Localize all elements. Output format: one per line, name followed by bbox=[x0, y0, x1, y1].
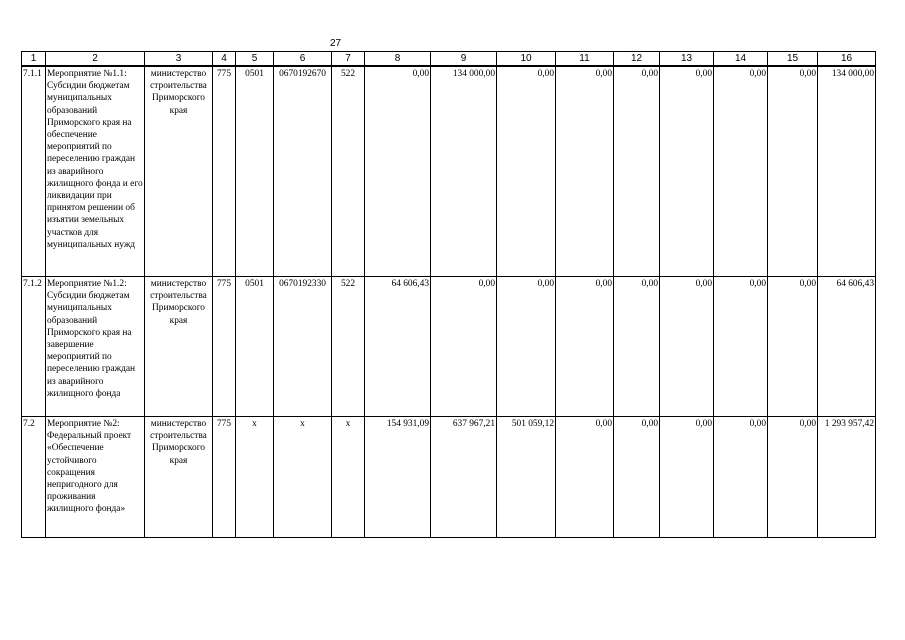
table-row bbox=[22, 66, 876, 277]
amount-col-11: 0,00 bbox=[556, 417, 614, 538]
budget-table bbox=[21, 51, 876, 538]
target-article-code: 0670192330 bbox=[274, 277, 332, 417]
amount-col-11: 0,00 bbox=[556, 66, 614, 277]
page-number: 27 bbox=[329, 38, 342, 49]
header-row bbox=[22, 52, 876, 67]
column-header-6: 6 bbox=[274, 52, 332, 67]
column-header-13: 13 bbox=[660, 52, 714, 67]
section-code: 0501 bbox=[236, 66, 274, 277]
expense-type-code: 522 bbox=[332, 66, 365, 277]
amount-col-8: 0,00 bbox=[365, 66, 431, 277]
column-header-15: 15 bbox=[768, 52, 818, 67]
table-row bbox=[22, 417, 876, 538]
column-header-14: 14 bbox=[714, 52, 768, 67]
amount-col-9: 637 967,21 bbox=[431, 417, 497, 538]
column-header-7: 7 bbox=[332, 52, 365, 67]
amount-col-13: 0,00 bbox=[660, 277, 714, 417]
amount-col-10: 501 059,12 bbox=[497, 417, 556, 538]
amount-col-15: 0,00 bbox=[768, 417, 818, 538]
amount-col-10: 0,00 bbox=[497, 66, 556, 277]
amount-col-15: 0,00 bbox=[768, 277, 818, 417]
column-header-2: 2 bbox=[46, 52, 145, 67]
grbs-code: 775 bbox=[213, 277, 236, 417]
table-row bbox=[22, 277, 876, 417]
activity-name: Мероприятие №1.2: Субсидии бюджетам муниципальных образований Приморского края на завершение мероприятий по переселению граждан из аварийного жилищного фонда bbox=[46, 277, 145, 417]
column-header-5: 5 bbox=[236, 52, 274, 67]
amount-col-13: 0,00 bbox=[660, 417, 714, 538]
column-header-9: 9 bbox=[431, 52, 497, 67]
column-header-3: 3 bbox=[145, 52, 213, 67]
expense-type-code: x bbox=[332, 417, 365, 538]
agency-name: министерство строительства Приморского края bbox=[145, 66, 213, 277]
amount-col-9: 0,00 bbox=[431, 277, 497, 417]
agency-name: министерство строительства Приморского края bbox=[145, 417, 213, 538]
agency-name: министерство строительства Приморского края bbox=[145, 277, 213, 417]
amount-col-14: 0,00 bbox=[714, 66, 768, 277]
row-number: 7.2 bbox=[22, 417, 46, 538]
row-number: 7.1.2 bbox=[22, 277, 46, 417]
amount-col-9: 134 000,00 bbox=[431, 66, 497, 277]
activity-name: Мероприятие №1.1: Субсидии бюджетам муниципальных образований Приморского края на обеспечение мероприятий по переселению граждан из аварийного жилищного фонда и его ликвидации при принятом решении об изъятии земельных участков для муниципальных нужд bbox=[46, 66, 145, 277]
amount-col-15: 0,00 bbox=[768, 66, 818, 277]
section-code: x bbox=[236, 417, 274, 538]
column-header-4: 4 bbox=[213, 52, 236, 67]
section-code: 0501 bbox=[236, 277, 274, 417]
amount-col-10: 0,00 bbox=[497, 277, 556, 417]
row-number: 7.1.1 bbox=[22, 66, 46, 277]
amount-col-8: 64 606,43 bbox=[365, 277, 431, 417]
column-header-16: 16 bbox=[818, 52, 876, 67]
column-header-12: 12 bbox=[614, 52, 660, 67]
amount-col-12: 0,00 bbox=[614, 277, 660, 417]
amount-col-11: 0,00 bbox=[556, 277, 614, 417]
amount-col-14: 0,00 bbox=[714, 277, 768, 417]
activity-name: Мероприятие №2: Федеральный проект «Обеспечение устойчивого сокращения непригодного для проживания жилищного фонда» bbox=[46, 417, 145, 538]
amount-total: 134 000,00 bbox=[818, 66, 876, 277]
target-article-code: 0670192670 bbox=[274, 66, 332, 277]
amount-col-12: 0,00 bbox=[614, 417, 660, 538]
column-header-8: 8 bbox=[365, 52, 431, 67]
amount-total: 64 606,43 bbox=[818, 277, 876, 417]
amount-col-14: 0,00 bbox=[714, 417, 768, 538]
amount-col-12: 0,00 bbox=[614, 66, 660, 277]
grbs-code: 775 bbox=[213, 66, 236, 277]
expense-type-code: 522 bbox=[332, 277, 365, 417]
column-header-10: 10 bbox=[497, 52, 556, 67]
target-article-code: x bbox=[274, 417, 332, 538]
grbs-code: 775 bbox=[213, 417, 236, 538]
column-header-11: 11 bbox=[556, 52, 614, 67]
column-header-1: 1 bbox=[22, 52, 46, 67]
amount-total: 1 293 957,42 bbox=[818, 417, 876, 538]
amount-col-8: 154 931,09 bbox=[365, 417, 431, 538]
amount-col-13: 0,00 bbox=[660, 66, 714, 277]
